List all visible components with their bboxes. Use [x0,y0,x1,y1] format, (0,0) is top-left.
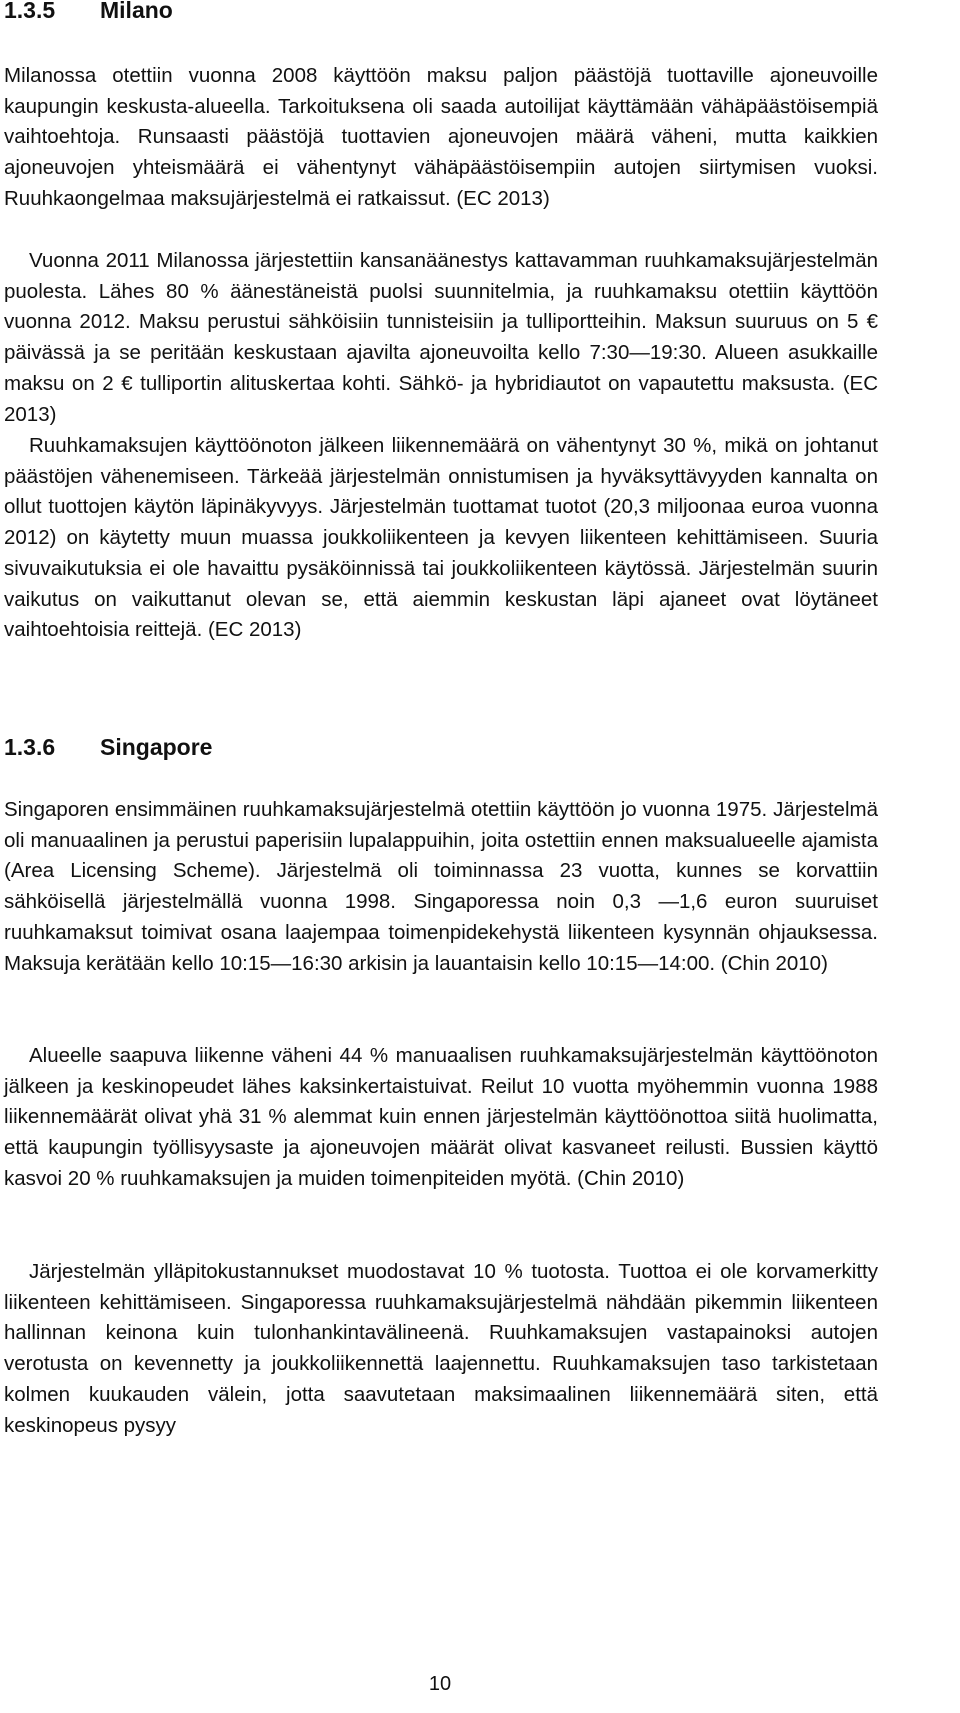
section-number: 1.3.6 [4,734,56,760]
paragraph-milano-3: Ruuhkamaksujen käyttöönoton jälkeen liikennemäärä on vähentynyt 30 %, mikä on johtanut päästöjen vähenemiseen. Tärkeää järjestelmän onnistumisen ja hyväksyttävyyden kannalta on ollut tuottojen käytön läpinäkyvyys. Järjestelmän tuottamat tuotot (20,3 miljoonaa euroa vuonna 2012) on käytetty muun muassa joukkoliikenteen ja kevyen liikenteen kehittämiseen. Suuria sivuvaikutuksia ei ole havaittu pysäköinnissä tai joukkoliikenteen käytössä. Järjestelmän suurin vaikutus on vaikuttanut olevan se, että aiemmin keskustan läpi ajaneet ovat löytäneet vaihtoehtoisia reittejä. (EC 2013) [4,434,878,642]
section-heading-singapore [4,733,212,761]
paragraph-singapore-3: Järjestelmän ylläpitokustannukset muodostavat 10 % tuotosta. Tuottoa ei ole korvamerkitty liikenteen kehittämiseen. Singaporessa ruuhkamaksujärjestelmä nähdään pikemmin liikenteen hallinnan keinona kuin tulonhankintavälineenä. Ruuhkamaksujen vastapainoksi autojen verotusta on kevennetty ja joukkoliikennettä laajennettu. Ruuhkamaksujen taso tarkistetaan kolmen kuukauden välein, jotta saavutetaan maksimaalinen liikennemäärä siten, että keskinopeus pysyy [4,1260,878,1437]
section-title: Milano [100,0,173,23]
section-heading-milano [4,0,173,24]
section-title: Singapore [100,734,213,760]
paragraph-singapore-2: Alueelle saapuva liikenne väheni 44 % manuaalisen ruuhkamaksujärjestelmän käyttöönoton jälkeen ja keskinopeudet lähes kaksinkertaistuivat. Reilut 10 vuotta myöhemmin vuonna 1988 liikennemäärät olivat yhä 31 % alemmat kuin ennen järjestelmän käyttöönottoa siitä huolimatta, että kaupungin työllisyysaste ja ajoneuvojen määrät olivat kasvaneet reilusti. Bussien käyttö kasvoi 20 % ruuhkamaksujen ja muiden toimenpiteiden myötä. (Chin 2010) [4,1044,878,1190]
paragraph-milano-2: Vuonna 2011 Milanossa järjestettiin kansanäänestys kattavamman ruuhkamaksujärjestelmän puolesta. Lähes 80 % äänestäneistä puolsi suunnitelmia, ja ruuhkamaksu otettiin käyttöön vuonna 2012. Maksu perustui sähköisiin tunnisteisiin ja tulliportteihin. Maksun suuruus on 5 € päivässä ja se peritään keskustaan ajavilta ajoneuvoilta kello 7:30—19:30. Alueen asukkaille maksu on 2 € tulliportin alituskertaa kohti. Sähkö- ja hybridiautot on vapautettu maksusta. (EC 2013) [4,249,878,426]
paragraph-singapore-1: Singaporen ensimmäinen ruuhkamaksujärjestelmä otettiin käyttöön jo vuonna 1975. Järjestelmä oli manuaalinen ja perustui paperisiin lupalappuihin, joita ostettiin ennen maksualueelle ajamista (Area Licensing Scheme). Järjestelmä oli toiminnassa 23 vuotta, kunnes se korvattiin sähköisellä järjestelmällä vuonna 1998. Singaporessa noin 0,3 —1,6 euron suuruiset ruuhkamaksut toimivat osana laajempaa toimenpidekehystä liikenteen kysynnän ohjauksessa. Maksuja kerätään kello 10:15—16:30 arkisin ja lauantaisin kello 10:15—14:00. (Chin 2010) [4,798,878,975]
paragraph-milano-1: Milanossa otettiin vuonna 2008 käyttöön maksu paljon päästöjä tuottaville ajoneuvoille kaupungin keskusta-alueella. Tarkoituksena oli saada autoilijat käyttämään vähäpäästöisempiä vaihtoehtoja. Runsaasti päästöjä tuottavien ajoneuvojen määrä väheni, mutta kaikkien ajoneuvojen yhteismäärä ei vähentynyt vähäpäästöisempiin autojen siirtymisen vuoksi. Ruuhkaongelmaa maksujärjestelmä ei ratkaissut. (EC 2013) [4,64,878,210]
page-number: 10 [428,1673,452,1695]
section-number: 1.3.5 [4,0,56,23]
